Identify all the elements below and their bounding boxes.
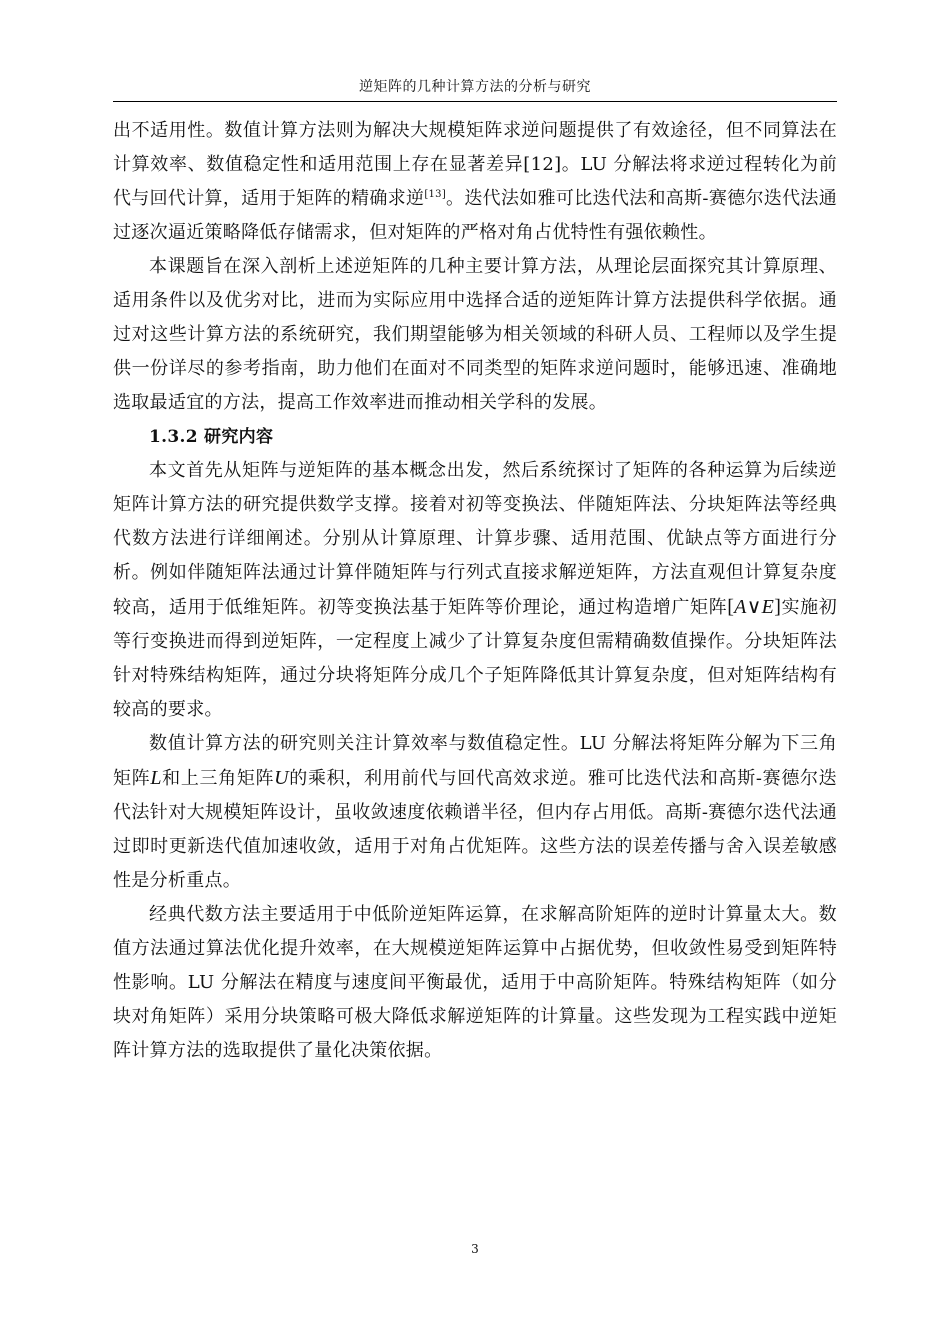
- header-rule: [113, 101, 837, 102]
- paragraph-text: 的乘积，利用前代与回代高效求逆。雅可比迭代法和高斯-赛德尔迭代法针对大规模矩阵设计，虽收敛速度依赖谱半径，但内存占用低。高斯-赛德尔迭代法通过即时更新迭代值加速收敛，适用于对角占优矩阵。这些方法的误差传播与舍入误差敏感性是分析重点。: [113, 768, 837, 891]
- page-body: [113, 114, 837, 1068]
- paragraph-text: 数值计算方法的研究则关注计算效率与数值稳定性。LU 分解法将矩阵分解为下三角矩阵: [113, 733, 837, 789]
- paragraph-numerical-methods: [113, 727, 837, 898]
- math-variable-u: U: [274, 767, 289, 789]
- paragraph-text: 和上三角矩阵: [161, 768, 275, 789]
- paragraph-research-content: [113, 454, 837, 727]
- math-variable-a: A: [734, 596, 747, 618]
- augmented-matrix-formula: [727, 596, 781, 618]
- page-number: 3: [471, 1242, 479, 1256]
- math-variable-e: E: [761, 596, 775, 618]
- paragraph-continuation: [113, 114, 837, 250]
- paragraph-objective: 本课题旨在深入剖析上述逆矩阵的几种主要计算方法，从理论层面探究其计算原理、适用条件以及优劣对比，进而为实际应用中选择合适的逆矩阵计算方法提供科学依据。通过对这些计算方法的系统研究，我们期望能够为相关领域的科研人员、工程师以及学生提供一份详尽的参考指南，助力他们在面对不同类型的矩阵求逆问题时，能够迅速、准确地选取最适宜的方法，提高工作效率进而推动相关学科的发展。: [113, 256, 837, 413]
- section-heading: 1.3.2 研究内容: [149, 427, 274, 447]
- math-bracket-open: [: [727, 596, 735, 618]
- paragraph-text: 出不适用性。数值计算方法则为解决大规模矩阵求逆问题提供了有效途径，但不同算法在计算效率、数值稳定性和适用范围上存在显著差异[12]。LU 分解法将求逆过程转化为前代与回代计算，适用于矩阵的精确求逆: [113, 120, 837, 209]
- paragraph-text: 实施初等行变换进而得到逆矩阵，一定程度上减少了计算复杂度但需精确数值操作。分块矩阵法针对特殊结构矩阵，通过分块将矩阵分成几个子矩阵降低其计算复杂度，但对矩阵结构有较高的要求。: [113, 597, 837, 720]
- math-variable-l: L: [150, 767, 162, 789]
- paragraph-text: 本文首先从矩阵与逆矩阵的基本概念出发，然后系统探讨了矩阵的各种运算为后续逆矩阵计算方法的研究提供数学支撑。接着对初等变换法、伴随矩阵法、分块矩阵法等经典代数方法进行详细阐述。分别从计算原理、计算步骤、适用范围、优缺点等方面进行分析。例如伴随矩阵法通过计算伴随矩阵与行列式直接求解逆矩阵，方法直观但计算复杂度较高，适用于低维矩阵。初等变换法基于矩阵等价理论，通过构造增广矩阵: [113, 460, 837, 618]
- math-bracket-close: ]: [774, 596, 782, 618]
- running-header: 逆矩阵的几种计算方法的分析与研究: [359, 79, 591, 95]
- paragraph-conclusion: 经典代数方法主要适用于中低阶逆矩阵运算，在求解高阶矩阵的逆时计算量太大。数值方法通过算法优化提升效率，在大规模逆矩阵运算中占据优势，但收敛性易受到矩阵特性影响。LU 分解法在精度与速度间平衡最优，适用于中高阶矩阵。特殊结构矩阵（如分块对角矩阵）采用分块策略可极大降低求解逆矩阵的计算量。这些发现为工程实践中逆矩阵计算方法的选取提供了量化决策依据。: [113, 904, 837, 1061]
- paragraph-text: 。迭代法如雅可比迭代法和高斯-赛德尔迭代法通过逐次逼近策略降低存储需求，但对矩阵的严格对角占优特性有强依赖性。: [113, 188, 837, 243]
- citation-superscript: [13]: [424, 189, 447, 200]
- math-operator: ∨: [746, 596, 762, 618]
